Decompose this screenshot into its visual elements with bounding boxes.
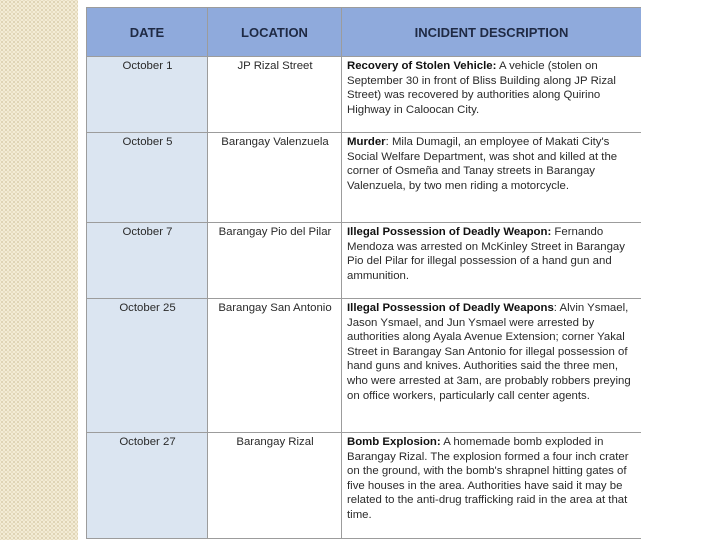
table-row [87,299,642,433]
description-cell [342,223,642,299]
description-cell [342,299,642,433]
column-header-incident-description: INCIDENT DESCRIPTION [342,8,642,57]
table-row [87,57,642,133]
date-cell: October 5 [87,133,208,223]
table-row [87,433,642,539]
incident-table [86,7,641,539]
date-cell: October 7 [87,223,208,299]
table-row [87,133,642,223]
location-cell: Barangay San Antonio [208,299,342,433]
date-cell: October 27 [87,433,208,539]
decorative-side-pattern [0,0,78,540]
incident-title: Illegal Possession of Deadly Weapon: [347,226,552,238]
incident-text: A vehicle (stolen on September 30 in front of Bliss Building along JP Rizal Street) was recovered by authorities along Quirino Highway in Caloocan City. [347,60,616,116]
incident-text: A homemade bomb exploded in Barangay Rizal. The explosion formed a four inch crater on the ground, with the bomb's shrapnel hitting gates of five houses in the area. Authorities have said it may be related to the anti-drug trafficking raid in the area at that time. [347,436,629,521]
location-cell: Barangay Rizal [208,433,342,539]
incident-text: Fernando Mendoza was arrested on McKinley Street in Barangay Pio del Pilar for illegal possession of a hand gun and ammunition. [347,226,625,282]
column-header-location: LOCATION [208,8,342,57]
location-cell: JP Rizal Street [208,57,342,133]
table-row [87,223,642,299]
incident-title: Recovery of Stolen Vehicle: [347,60,497,72]
column-header-date: DATE [87,8,208,57]
incident-table-container [86,7,641,540]
incident-title: Bomb Explosion: [347,436,441,448]
incident-text: : Mila Dumagil, an employee of Makati City's Social Welfare Department, was shot and killed at the corner of Osmeña and Tanay streets in Barangay Valenzuela, by two men riding a motorcycle. [347,136,618,192]
date-cell: October 25 [87,299,208,433]
description-cell [342,133,642,223]
table-header-row [87,8,642,57]
date-cell: October 1 [87,57,208,133]
location-cell: Barangay Pio del Pilar [208,223,342,299]
description-cell [342,57,642,133]
description-cell [342,433,642,539]
incident-title: Murder [347,136,386,148]
incident-title: Illegal Possession of Deadly Weapons [347,302,554,314]
location-cell: Barangay Valenzuela [208,133,342,223]
incident-text: : Alvin Ysmael, Jason Ysmael, and Jun Ysmael were arrested by authorities along Ayala Avenue Extension; corner Yakal Street in Barangay San Antonio for illegal possession of hand guns and knives. Authorities said the three men, who were arrested at 3am, are probably robbers preying on office workers, particularly call center agents. [347,302,631,402]
